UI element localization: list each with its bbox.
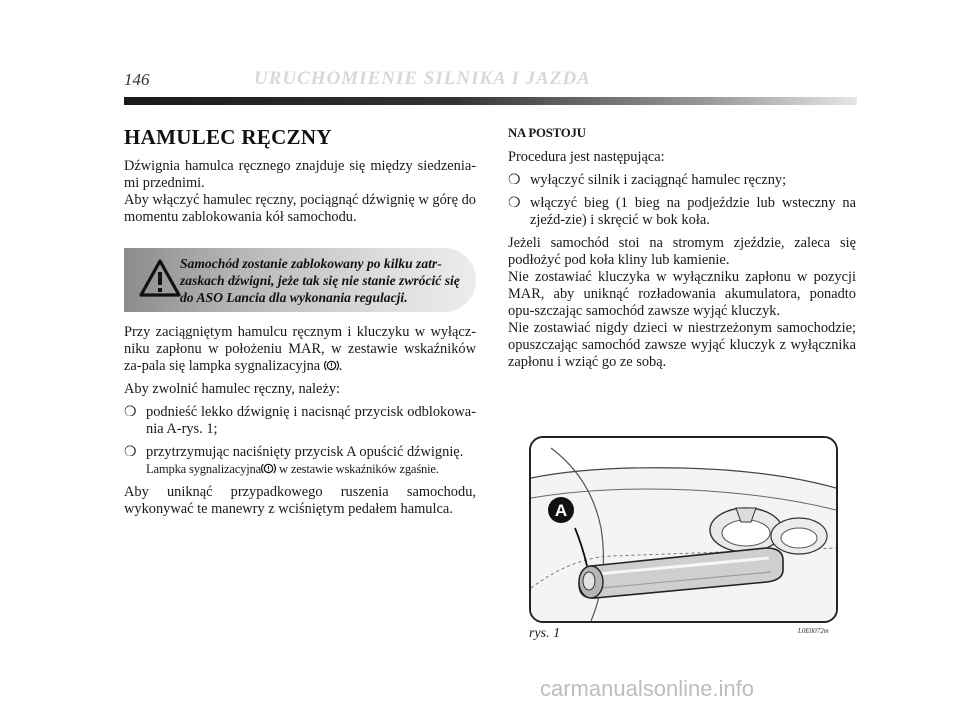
right-bullet-1-text: wyłączyć silnik i zaciągnąć hamulec ręczny; <box>530 172 787 188</box>
right-bullet-2-text: włączyć bieg (1 bieg na podjeździe lub wsteczny na zjeźd-zie) i skręcić w bok koła. <box>530 195 856 228</box>
running-title: URUCHOMIENIE SILNIKA I JAZDA <box>254 68 591 89</box>
header-rule <box>124 97 857 105</box>
section-title: HAMULEC RĘCZNY <box>124 125 332 149</box>
children-paragraph: Nie zostawiać nigdy dzieci w niestrzeżonym samochodzie; opuszczając samochód zawsze wyjąć kluczyk z wyłącznika zapłonu i wziąć go ze sobą. <box>508 320 856 370</box>
left-bullet-1 <box>124 404 476 438</box>
figure-code: L0E0072m <box>798 627 829 635</box>
left-bullet-2-line-2 <box>146 461 476 478</box>
figure-caption: rys. 1 <box>529 626 561 641</box>
subsection-heading: NA POSTOJU <box>508 126 586 140</box>
lamp-off-text-before: Lampka sygnalizacyjna <box>146 462 262 476</box>
brake-warning-lamp-icon <box>261 462 276 475</box>
handbrake-illustration <box>529 436 838 623</box>
warning-text: Samochód zostanie zablokowany po kilku zatr-zaskach dźwigni, jeże tak się nie stanie zwrócić się do ASO Lancia dla wykonania regulacji. <box>180 256 460 305</box>
left-bullet-1-text: podnieść lekko dźwignię i nacisnąć przycisk odblokowa-nia A-rys. 1; <box>146 404 476 437</box>
right-bullet-1 <box>508 172 856 189</box>
release-intro: Aby zwolnić hamulec ręczny, należy: <box>124 381 341 397</box>
left-bullet-2 <box>124 444 476 478</box>
handbrake-drawing <box>531 438 836 621</box>
bullet-mark-icon: ❍ <box>124 405 137 420</box>
lamp-off-text-after: w zestawie wskaźników zgaśnie. <box>279 462 439 476</box>
page-number: 146 <box>124 70 150 89</box>
lamp-text-after: . <box>338 358 343 374</box>
closing-paragraph: Aby uniknąć przypadkowego ruszenia samochodu, wykonywać te manewry z wciśniętym pedałem hamulca. <box>124 484 476 517</box>
key-paragraph: Nie zostawiać kluczyka w wyłączniku zapłonu w pozycji MAR, aby uniknąć rozładowania akumulatora, ponadto opu-szczając samochód zawsze wyjąć kluczyk. <box>508 269 856 319</box>
lamp-paragraph <box>124 324 476 375</box>
brake-warning-lamp-icon <box>324 359 339 372</box>
watermark: carmanualsonline.info <box>540 676 755 701</box>
lamp-text-before: Przy zaciągniętym hamulcu ręcznym i kluczyku w wyłącz-niku zapłonu w położeniu MAR, w zestawie wskaźników za-pala się lampka sygnalizacyjna <box>124 324 476 374</box>
right-bullet-2 <box>508 195 856 229</box>
procedure-intro: Procedura jest następująca: <box>508 149 665 165</box>
left-bullet-2-line-1: przytrzymując naciśnięty przycisk A opuścić dźwignię. <box>146 444 464 460</box>
right-column <box>508 126 856 371</box>
bullet-mark-icon: ❍ <box>124 445 137 460</box>
callout-a-label: A <box>554 501 568 520</box>
warning-triangle-icon <box>138 258 182 298</box>
left-column <box>124 125 476 518</box>
intro-paragraph-2: Aby włączyć hamulec ręczny, pociągnąć dźwignię w górę do momentu zablokowania kół samochodu. <box>124 192 476 225</box>
bullet-mark-icon: ❍ <box>508 173 521 188</box>
steep-slope-paragraph: Jeżeli samochód stoi na stromym zjeździe, zaleca się podłożyć pod koła kliny lub kamienie. <box>508 235 856 268</box>
bullet-mark-icon: ❍ <box>508 196 521 211</box>
warning-box <box>124 248 476 312</box>
intro-paragraph-1: Dźwignia hamulca ręcznego znajduje się między siedzenia-mi przednimi. <box>124 158 476 191</box>
